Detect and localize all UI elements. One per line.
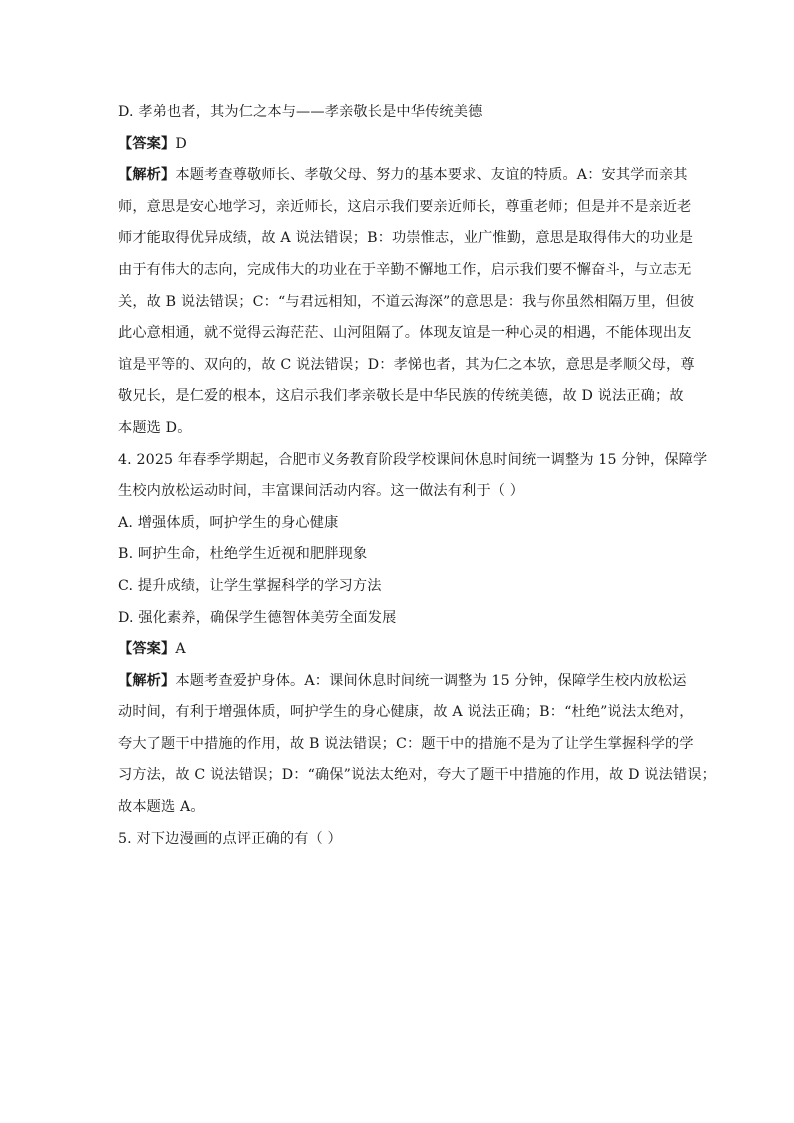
answer-label: 【答案】 — [118, 641, 176, 658]
q4-option-b: B. 呵护生命，杜绝学生近视和肥胖现象 — [118, 546, 368, 563]
q4-analysis-line: 习方法，故 C 说法错误；D：“确保”说法太绝对，夸大了题干中措施的作用，故 D 说法错误； — [118, 767, 716, 784]
q3-option-d: D. 孝弟也者，其为仁之本与——孝亲敬长是中华传统美德 — [118, 104, 483, 120]
q4-analysis-line — [118, 666, 687, 698]
q4-analysis-line: 动时间，有利于增强体质，呵护学生的身心健康，故 A 说法正确；B：“杜绝”说法太绝对， — [118, 704, 694, 721]
analysis-label: 【解析】 — [118, 672, 176, 689]
q3-analysis-line — [118, 160, 688, 192]
q4-option-d: D. 强化素养，确保学生德智体美劳全面发展 — [118, 609, 397, 626]
q3-analysis-line: 师才能取得优异成绩，故 A 说法错误；B：功崇惟志，业广惟勤，意思是取得伟大的功业是 — [118, 230, 694, 247]
q5-stem: 5. 对下边漫画的点评正确的有（ ） — [118, 830, 342, 847]
answer-value: D — [175, 135, 187, 152]
analysis-text: 本题考查爱护身体。A：课间休息时间统一调整为 15 分钟，保障学生校内放松运 — [175, 672, 687, 689]
q3-analysis-line: 本题选 D。 — [118, 419, 192, 436]
answer-label: 【答案】 — [118, 135, 176, 152]
q4-stem-line: 生校内放松运动时间，丰富课间活动内容。这一做法有利于（ ） — [118, 483, 525, 500]
q3-analysis-line: 敬兄长，是仁爱的根本，这启示我们孝亲敬长是中华民族的传统美德，故 D 说法正确；故 — [118, 388, 684, 405]
q4-analysis-line: 夸大了题干中措施的作用，故 B 说法错误；C：题干中的措施不是为了让学生掌握科学的学 — [118, 735, 694, 752]
q3-answer — [118, 129, 678, 161]
q3-analysis-line: 此心意相通，就不觉得云海茫茫、山河阻隔了。体现友谊是一种心灵的相遇，不能体现出友 — [118, 325, 692, 342]
analysis-label: 【解析】 — [118, 167, 176, 184]
q3-analysis-line: 由于有伟大的志向，完成伟大的功业在于辛勤不懈地工作，启示我们要不懈奋斗，与立志无 — [118, 261, 692, 278]
analysis-text: 本题考查尊敬师长、孝敬父母、努力的基本要求、友谊的特质。A：安其学而亲其 — [175, 167, 688, 184]
answer-value: A — [175, 641, 186, 658]
q4-option-c: C. 提升成绩，让学生掌握科学的学习方法 — [118, 577, 382, 594]
document-page — [118, 97, 716, 855]
q3-analysis-line: 谊是平等的、双向的，故 C 说法错误；D：孝悌也者，其为仁之本欤，意思是孝顺父母，尊 — [118, 356, 695, 373]
q4-answer — [118, 634, 678, 666]
q3-analysis-line: 师，意思是安心地学习，亲近师长，这启示我们要亲近师长，尊重老师；但是并不是亲近老 — [118, 198, 692, 215]
q4-option-a: A. 增强体质，呵护学生的身心健康 — [118, 514, 339, 531]
q4-stem-line: 4. 2025 年春季学期起，合肥市义务教育阶段学校课间休息时间统一调整为 15 分钟，保障学 — [118, 451, 708, 468]
q3-analysis-line: 关，故 B 说法错误；C：“与君远相知，不道云海深”的意思是：我与你虽然相隔万里，但彼 — [118, 293, 695, 310]
q4-analysis-line: 故本题选 A。 — [118, 799, 205, 816]
